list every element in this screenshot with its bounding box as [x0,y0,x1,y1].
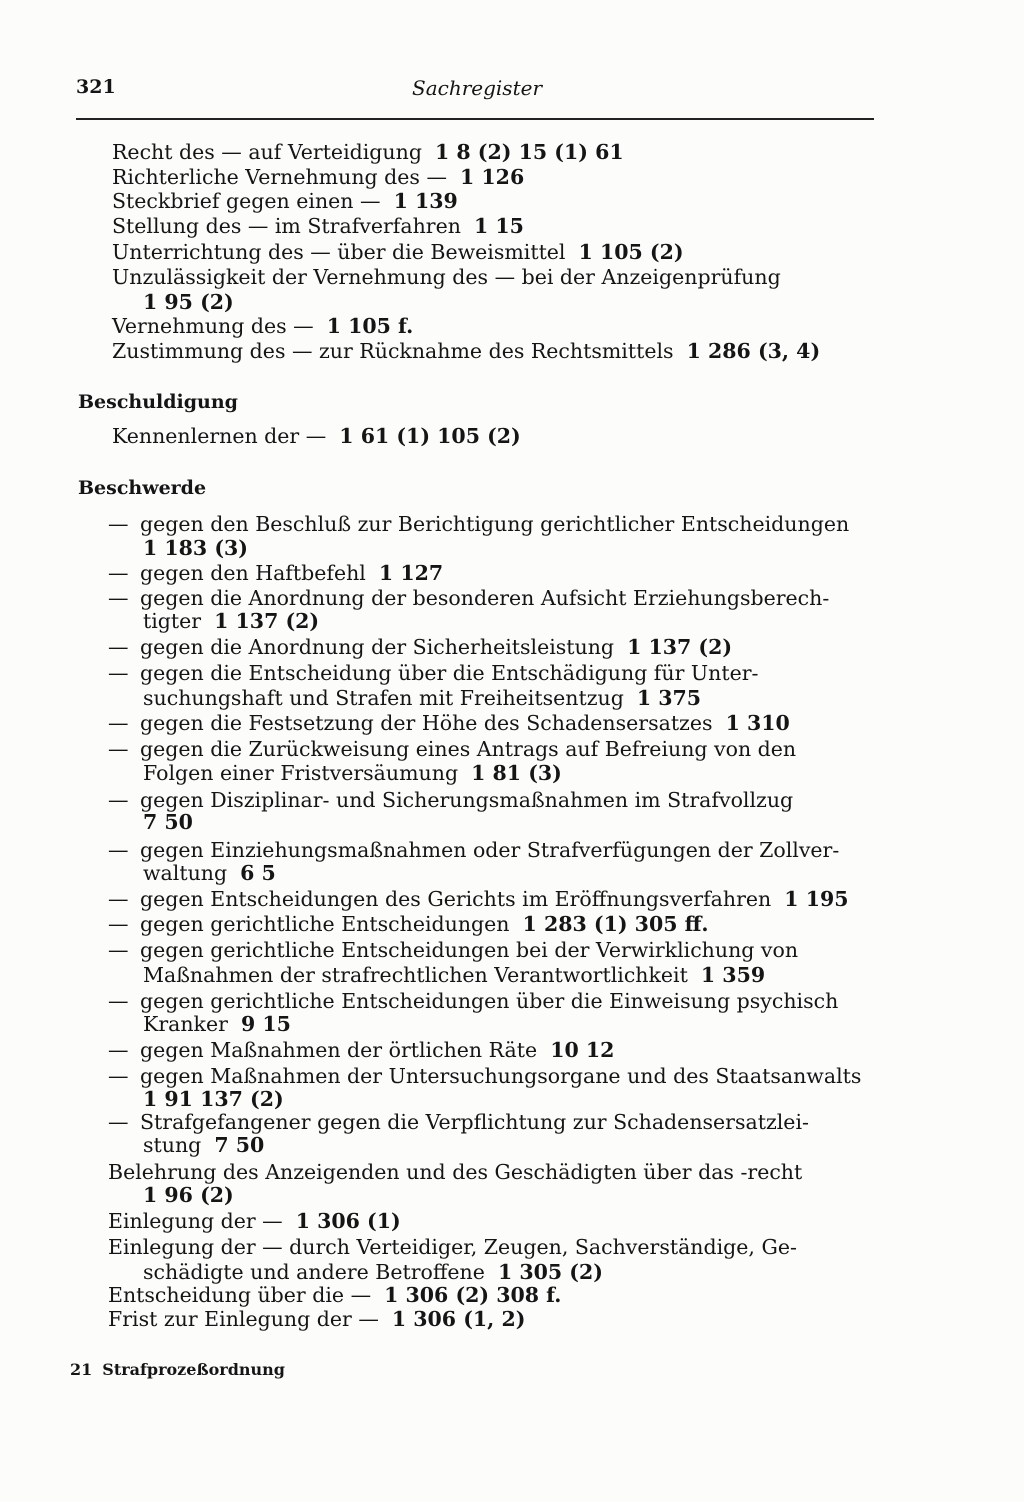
index-entry: Vernehmung des — 1 105 f. [112,314,414,338]
index-entry: — gegen die Entscheidung über die Entschädigung für Unter- [108,661,759,685]
index-entry: — gegen Disziplinar- und Sicherungsmaßnahmen im Strafvollzug [108,788,794,812]
index-entry-continuation: tigter 1 137 (2) [143,609,320,633]
index-entry: — gegen die Anordnung der besonderen Aufsicht Erziehungsberech- [108,586,830,610]
index-entry: Unzulässigkeit der Vernehmung des — bei der Anzeigenprüfung [112,265,781,289]
index-entry-continuation: Maßnahmen der strafrechtlichen Verantwortlichkeit 1 359 [143,963,766,987]
index-entry-continuation: stung 7 50 [143,1133,265,1157]
index-entry: Steckbrief gegen einen — 1 139 [112,189,458,213]
page-number: 321 [76,76,116,98]
index-entry: — gegen Maßnahmen der Untersuchungsorgane und des Staatsanwalts [108,1064,862,1088]
index-entry-continuation: waltung 6 5 [143,861,276,885]
index-entry: — gegen den Haftbefehl 1 127 [108,561,444,585]
index-entry: Richterliche Vernehmung des — 1 126 [112,165,525,189]
index-entry: — gegen gerichtliche Entscheidungen bei der Verwirklichung von [108,938,799,962]
index-entry: — gegen Maßnahmen der örtlichen Räte 10 12 [108,1038,615,1062]
index-entry-continuation: 1 183 (3) [143,536,248,560]
index-entry-continuation: 7 50 [143,810,193,834]
index-entry: — gegen gerichtliche Entscheidungen 1 283 (1) 305 ff. [108,912,709,936]
index-entry: — gegen Entscheidungen des Gerichts im Eröffnungsverfahren 1 195 [108,887,849,911]
index-entry-continuation: schädigte und andere Betroffene 1 305 (2) [143,1260,603,1284]
index-entry: — gegen den Beschluß zur Berichtigung gerichtlicher Entscheidungen [108,512,850,536]
index-entry-continuation: Folgen einer Fristversäumung 1 81 (3) [143,761,562,785]
index-entry: Unterrichtung des — über die Beweismittel 1 105 (2) [112,240,684,264]
index-entry: — gegen gerichtliche Entscheidungen über die Einweisung psychisch [108,989,839,1013]
index-entry-continuation: 1 95 (2) [143,290,234,314]
index-entry: — gegen die Zurückweisung eines Antrags auf Befreiung von den [108,737,797,761]
index-entry-continuation: Kranker 9 15 [143,1012,291,1036]
index-entry-continuation: 1 96 (2) [143,1183,234,1207]
index-entry: Einlegung der — durch Verteidiger, Zeugen, Sachverständige, Ge- [108,1235,797,1259]
index-entry: Stellung des — im Strafverfahren 1 15 [112,214,524,238]
index-entry: Belehrung des Anzeigenden und des Geschädigten über das -recht [108,1160,803,1184]
index-entry: Entscheidung über die — 1 306 (2) 308 f. [108,1283,562,1307]
signature-mark: 21 [70,1360,93,1379]
index-heading: Beschwerde [78,477,207,499]
index-entry: — Strafgefangener gegen die Verpflichtung zur Schadensersatzlei- [108,1110,809,1134]
index-entry: Frist zur Einlegung der — 1 306 (1, 2) [108,1307,526,1331]
index-entry: Zustimmung des — zur Rücknahme des Rechtsmittels 1 286 (3, 4) [112,339,821,363]
index-entry: — gegen die Anordnung der Sicherheitsleistung 1 137 (2) [108,635,733,659]
page-footer [70,1360,285,1379]
index-entry: — gegen die Festsetzung der Höhe des Schadensersatzes 1 310 [108,711,790,735]
index-heading: Beschuldigung [78,391,238,413]
index-entry: Kennenlernen der — 1 61 (1) 105 (2) [112,424,521,448]
footer-title: Strafprozeßordnung [102,1360,285,1379]
index-entry: Recht des — auf Verteidigung 1 8 (2) 15 (1) 61 [112,140,624,164]
index-entry-continuation: suchungshaft und Strafen mit Freiheitsentzug 1 375 [143,686,702,710]
running-head-title: Sachregister [412,76,542,100]
index-entry: — gegen Einziehungsmaßnahmen oder Strafverfügungen der Zollver- [108,838,840,862]
index-entry: Einlegung der — 1 306 (1) [108,1209,401,1233]
index-entry-continuation: 1 91 137 (2) [143,1087,284,1111]
